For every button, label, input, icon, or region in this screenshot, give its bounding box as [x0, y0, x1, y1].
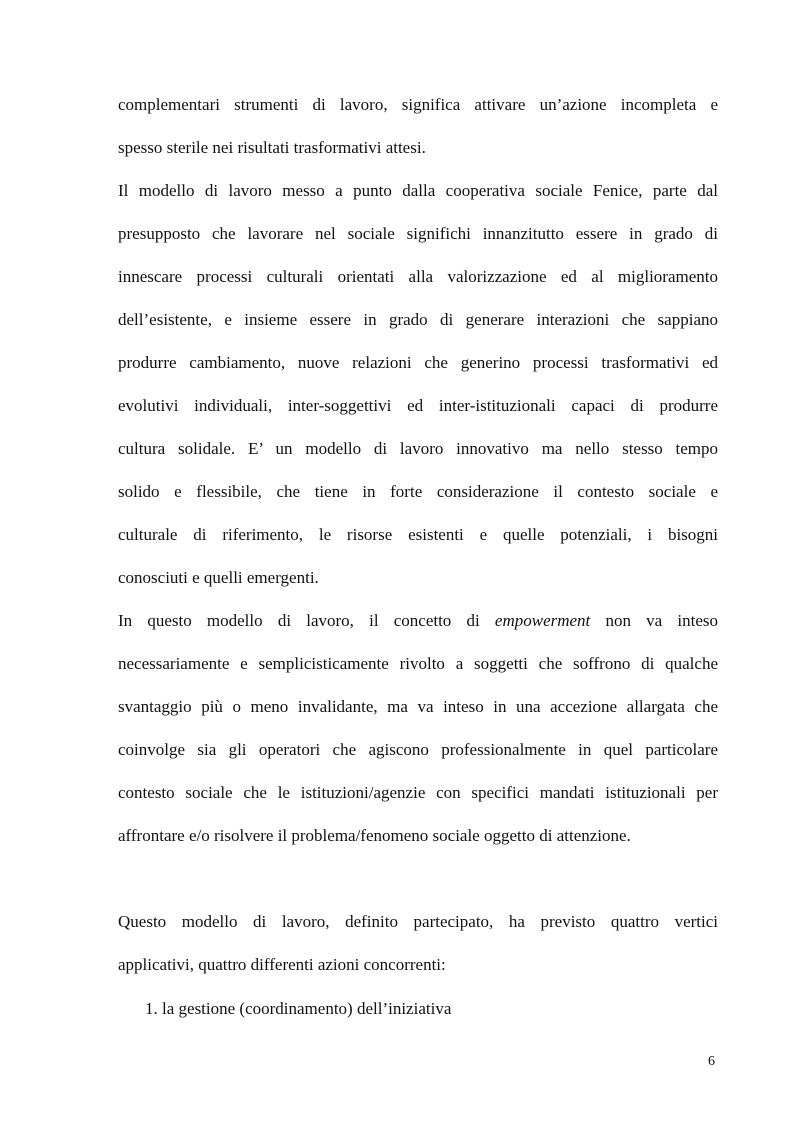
paragraph-line [118, 599, 718, 642]
list-number: 1. [145, 999, 158, 1018]
emphasis-term: empowerment [494, 611, 591, 630]
page-number: 6 [708, 1054, 715, 1069]
paragraph-line: Il modello di lavoro messo a punto dalla cooperativa sociale Fenice, parte dal [118, 181, 718, 200]
paragraph-text: non va inteso [590, 611, 718, 630]
paragraph-line: necessariamente e semplicisticamente rivolto a soggetti che soffrono di qualche [118, 654, 718, 673]
paragraph-text: In questo modello di lavoro, il concetto di [118, 611, 495, 630]
paragraph-line: innescare processi culturali orientati alla valorizzazione ed al miglioramento [118, 267, 718, 286]
paragraph-line: coinvolge sia gli operatori che agiscono professionalmente in quel particolare [118, 740, 718, 759]
paragraph-line: affrontare e/o risolvere il problema/fenomeno sociale oggetto di attenzione. [118, 826, 631, 845]
paragraph-line: applicativi, quattro differenti azioni concorrenti: [118, 955, 446, 974]
paragraph-line: svantaggio più o meno invalidante, ma va inteso in una accezione allargata che [118, 697, 718, 716]
paragraph-line: solido e flessibile, che tiene in forte considerazione il contesto sociale e [118, 482, 718, 501]
paragraph-line: spesso sterile nei risultati trasformativi attesi. [118, 138, 426, 157]
paragraph-line: culturale di riferimento, le risorse esistenti e quelle potenziali, i bisogni [118, 525, 718, 544]
paragraph-line: cultura solidale. E’ un modello di lavoro innovativo ma nello stesso tempo [118, 439, 718, 458]
paragraph-3 [118, 599, 718, 857]
paragraph-line: contesto sociale che le istituzioni/agenzie con specifici mandati istituzionali per [118, 783, 718, 802]
paragraph-line: Questo modello di lavoro, definito partecipato, ha previsto quattro vertici [118, 912, 718, 931]
paragraph-line: evolutivi individuali, inter-soggettivi ed inter-istituzionali capaci di produrre [118, 396, 718, 415]
paragraph-line: presupposto che lavorare nel sociale significhi innanzitutto essere in grado di [118, 224, 718, 243]
numbered-list-item [145, 987, 451, 1030]
list-text: la gestione (coordinamento) dell’iniziativa [162, 999, 452, 1018]
paragraph-1 [118, 83, 718, 169]
paragraph-line: produrre cambiamento, nuove relazioni che generino processi trasformativi ed [118, 353, 718, 372]
paragraph-line: conosciuti e quelli emergenti. [118, 568, 319, 587]
paragraph-line: complementari strumenti di lavoro, significa attivare un’azione incompleta e [118, 95, 718, 114]
paragraph-2 [118, 169, 718, 599]
paragraph-line: dell’esistente, e insieme essere in grado di generare interazioni che sappiano [118, 310, 718, 329]
paragraph-4 [118, 900, 718, 986]
